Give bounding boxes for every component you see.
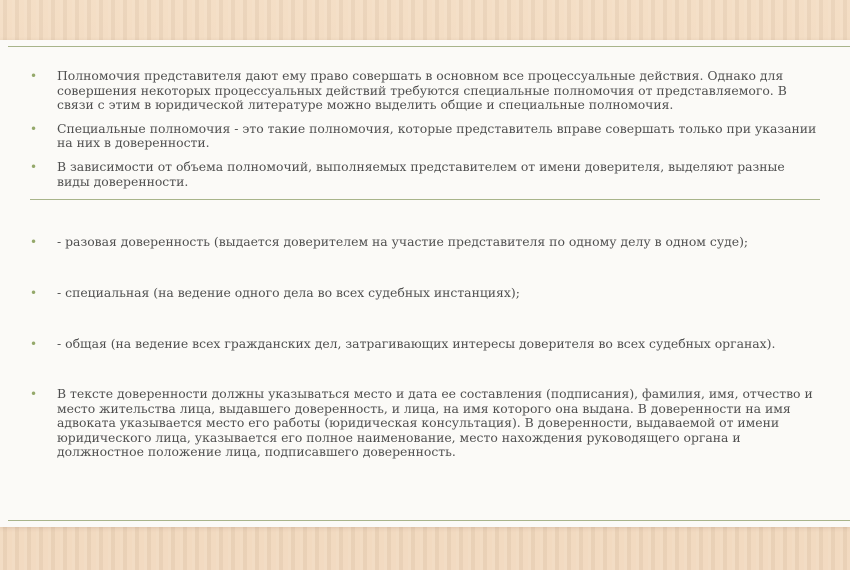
bullet-text: Специальные полномочия - это такие полномочия, которые представитель вправе совершать только при указании на них в доверенности.	[57, 120, 817, 151]
bullet-icon: •	[30, 235, 38, 249]
type-bullet	[30, 286, 820, 301]
bullet-icon: •	[30, 387, 38, 401]
section-divider	[30, 199, 820, 200]
bottom-frame-line	[8, 520, 850, 521]
final-bullet-text: В тексте доверенности должны указываться место и дата ее составления (подписания), фамилия, имя, отчество и место жительства лица, выдавшего доверенность, и лица, на имя которого она выдана. В доверенности на имя адвоката указывается место его работы (юридическая консультация). В доверенности, выдаваемой от имени юридического лица, указывается его полное наименование, место нахождения руководящего органа и должностное положение лица, подписавшего доверенность.	[57, 386, 813, 460]
final-bullet-block	[30, 387, 820, 460]
bullet-icon: •	[30, 337, 38, 351]
type-bullet	[30, 235, 820, 250]
type-item-general	[30, 337, 820, 352]
bullet-item-special-powers	[30, 122, 820, 151]
bullet-icon: •	[30, 121, 38, 136]
type-item-special	[30, 286, 820, 301]
bullet-icon: •	[30, 286, 38, 300]
intro-bullet-list	[30, 69, 820, 198]
final-bullet	[30, 387, 820, 460]
bullet-text: Полномочия представителя дают ему право совершать в основном все процессуальные действия. Однако для совершения некоторых процессуальных действий требуются специальные полномочия от представляемого. В связи с этим в юридической литературе можно выделить общие и специальные полномочия.	[57, 68, 787, 113]
slide-panel	[0, 40, 850, 527]
bullet-icon: •	[30, 69, 38, 83]
bullet-item-powers	[30, 69, 820, 113]
type-bullet	[30, 337, 820, 352]
bullet-text: В зависимости от объема полномочий, выполняемых представителем от имени доверителя, выделяют разные виды доверенности.	[57, 158, 785, 189]
bullet-item-power-types	[30, 160, 820, 189]
type-item-one-time	[30, 235, 820, 250]
type-text-one-time: - разовая доверенность (выдается доверителем на участие представителя по одному делу в одном суде);	[57, 234, 749, 249]
top-frame-line	[8, 46, 850, 47]
type-text-special: - специальная (на ведение одного дела во всех судебных инстанциях);	[57, 285, 520, 300]
bullet-icon: •	[30, 159, 38, 174]
type-text-general: - общая (на ведение всех гражданских дел, затрагивающих интересы доверителя во всех судебных органах).	[57, 336, 776, 351]
